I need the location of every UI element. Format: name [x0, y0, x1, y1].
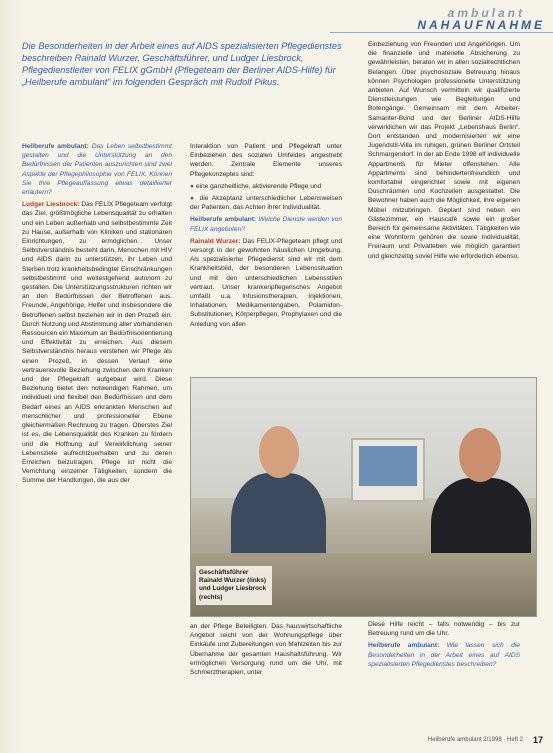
- bullet-item-1: [190, 182, 342, 191]
- section-kicker: ambulant: [447, 6, 525, 20]
- column-3-continued: [368, 620, 520, 672]
- question-2-label: Heilberufe ambulant:: [190, 216, 257, 224]
- question-1: [22, 142, 172, 197]
- monitor-screen: [359, 446, 417, 486]
- answer-1: [22, 200, 172, 485]
- answer-2-speaker: Rainald Wurzer:: [190, 237, 241, 245]
- column-2-text: Interaktion von Patient und Pflegekraft unter Einbeziehen des sozialen Umfeldes angestrebt werden. Zentrale Elemente unseres Pflegekonzeptes sind:: [190, 143, 342, 178]
- bullet-item-2: [190, 194, 342, 212]
- question-3-text: Wie lassen sich die Besonderheiten in der Arbeit eines auf AIDS spezialisierten Pflegedienstes beschreiben?: [368, 642, 520, 668]
- page-footer: Heilberufe ambulant 2/1998 · Heft 2: [427, 737, 523, 743]
- photo-caption: Geschäftsführer Rainald Wurzer (links) und Ludger Liesbrock (rechts): [196, 566, 272, 605]
- question-1-label: Heilberufe ambulant:: [22, 143, 89, 150]
- column-1: [22, 142, 172, 489]
- answer-2: [190, 237, 342, 329]
- article-intro: Die Besonderheiten in der Arbeit eines auf AIDS spezialisierten Pflegedienstes beschreiben Rainald Wurzer, Geschäftsführer, und Ludger Liesbrock, Pflegedienstleiter von FELIX gGmbH (Pflegeteam der Berliner AIDS-Hilfe) für „Heilberufe ambulant“ im folgenden Gespräch mit Rudolf Pikus.: [22, 41, 342, 87]
- person-left-head: [259, 426, 299, 478]
- bullet-icon: ●: [190, 182, 194, 190]
- column-3-continued-text: Diese Hilfe reicht – falls notwendig – bis zur Betreuung rund um die Uhr.: [368, 621, 520, 638]
- answer-1-text: Das FELIX Pflegeteam verfolgt das Ziel, größtmögliche Lebensqualität zu erhalten und ein Leben außerhalb und selbstbestimmte Zeit zu Hause, außerhalb von Kliniken und stationären Einrichtungen, zu ermöglichen. Unser Selbstverständnis besteht darin, Menschen mit HIV und AIDS darin zu unterstützen, ihr Leben und Sterben trotz krankheitsbedingter Einschränkungen selbstbestimmt und weitestgehend autonom zu gestalten. Die Unterstützungsstrukturen richten wir an den Bedürfnissen der Betroffenen aus. Freunde, Angehörige, Helfer und insbesondere die Betroffenen selbst beziehen wir in den Prozeß ein. Durch Nutzung und Abstimmung aller vorhandenen Ressourcen ein Maximum an Bedürfnisorientierung und Effektivität zu erreichen. Aus diesem Selbstverständnis heraus verstehen wir Pflege als einen Prozeß, in dessen Verlauf eine vertrauensvolle Beziehung zwischen dem Kranken und der Pflegekraft aufgebaut wird. Diese Beziehung bietet den notwendigen Rahmen, um individuell und flexibel den Bedürfnissen und dem Bedarf eines an AIDS erkrankten Menschen auf menschlicher und professioneller Ebene gleichermaßen Rechnung zu tragen. Oberstes Ziel ist es, die Lebensqualität des Kranken zu fördern und die Hoffnung auf Verwirklichung seiner Lebensziele aufrechtzuerhalten und zu deren Erreichen beizutragen. Pflege ist nicht die Verrichtung einzelner Tätigkeiten, sondern die Summe der Handlungen, die aus der: [22, 201, 172, 485]
- question-2: [190, 215, 342, 233]
- person-right-head: [459, 428, 501, 482]
- answer-1-speaker: Ludger Liesbrock:: [22, 201, 80, 209]
- column-2-continued: [190, 622, 342, 680]
- column-2-continued-text: an der Pflege Beteiligten. Das hauswirtschaftliche Angebot reicht von der Wohnungspflege über Einkäufe und Zubereitungen von Mahlzeiten bis zur Übernahme der gesamten Haushaltsführung. Wir ermöglichen Versorgung rund um die Uhr, mit Schmerztherapien, unter: [190, 623, 342, 677]
- question-2-text: Welche Dienste werden von FELIX angeboten?: [190, 216, 342, 233]
- column-2: [190, 142, 342, 332]
- question-1-text: Das Leben selbstbestimmt gestalten und die Unterstützung an den Bedürfnissen der Patienten auszurichten sind zwei Aspekte der Pflegephilosophie von FELIX. Können Sie Ihre Pflegeauffassung etwas detaillierter erläutern?: [22, 143, 172, 197]
- section-title: NAHAUFNAHME: [417, 18, 545, 32]
- bullet-icon: ●: [190, 195, 196, 203]
- column-3-text: Einbeziehung von Freunden und Angehörigen. Um die finanzielle und materielle Absicherung zu gewährleisten, beraten wir in allen sozialrechtlichen Belangen. Über psychosoziale Betreuung hinaus können Psychologen professionelle Unterstützung anbieten. Auf Wunsch vermitteln wir qualifizierte Dienstleistungen wie Begleitungen und Botengänge. Gemeinsam mit dem Arbeiter-Samariter-Bund und der Berliner AIDS-Hilfe verwirklichen wir das Projekt „Lebenshaus Berlin“. Dort entstanden und modernisierten wir eine Jugendstil-Villa im ruhigen, grünen Berliner Ortsteil Schmargendorf. In der ab Ende 1998 elf individuelle Appartments für Mieter offenstehen. Alle Appartments sind behindertenfreundlich und komfortabel eingerichtet sowie mit eigenen Duschräumen und Kochzeilen ausgestattet. Die Bewohner haben auch die Möglichkeit, ihre eigenen Möbel mitzubringen. Geplant sind neben ein Gästezimmer, ein Hauscafé sowie ein großer Bereich für gemeinsame Aktivitäten. Tätigkeiten wie eine Wohnform gehören die sowie Individualität, Freiraum und Privatleben wie möglich garantiert und gleichzeitig soviel Hilfe wie erforderlich ebenso.: [368, 41, 520, 260]
- bullet-item-1-text: eine ganzheitliche, aktivierende Pflege und: [195, 182, 322, 190]
- bullet-item-2-text: die Akzeptanz unterschiedlicher Lebensweisen der Patienten, das Achten ihrer Individualität.: [190, 195, 342, 212]
- column-3: [368, 40, 520, 264]
- page-number: 17: [532, 735, 543, 745]
- header-divider: [330, 32, 553, 33]
- question-3-label: Heilberufe ambulant:: [368, 642, 440, 650]
- computer-monitor: [351, 438, 425, 502]
- question-3: [368, 641, 520, 669]
- answer-2-text: Das FELIX-Pflegeteam pflegt und versorgt in der gewohnten häuslichen Umgebung. Als spezialisierter Pflegedienst sind wir mit dem Krankheitsbild, der besonderen Lebenssituation und mit den unterschiedlichen Lebensstilen vertraut. Unser krankenpflegerisches Angebot umfaßt u.a. Infusionstherapien, Injektionen, Inhalationen, Medikamentengaben, Polamidon-Substitutionen, Körperpflegen, Prophylaxen und die Anleitung von allen: [190, 237, 342, 328]
